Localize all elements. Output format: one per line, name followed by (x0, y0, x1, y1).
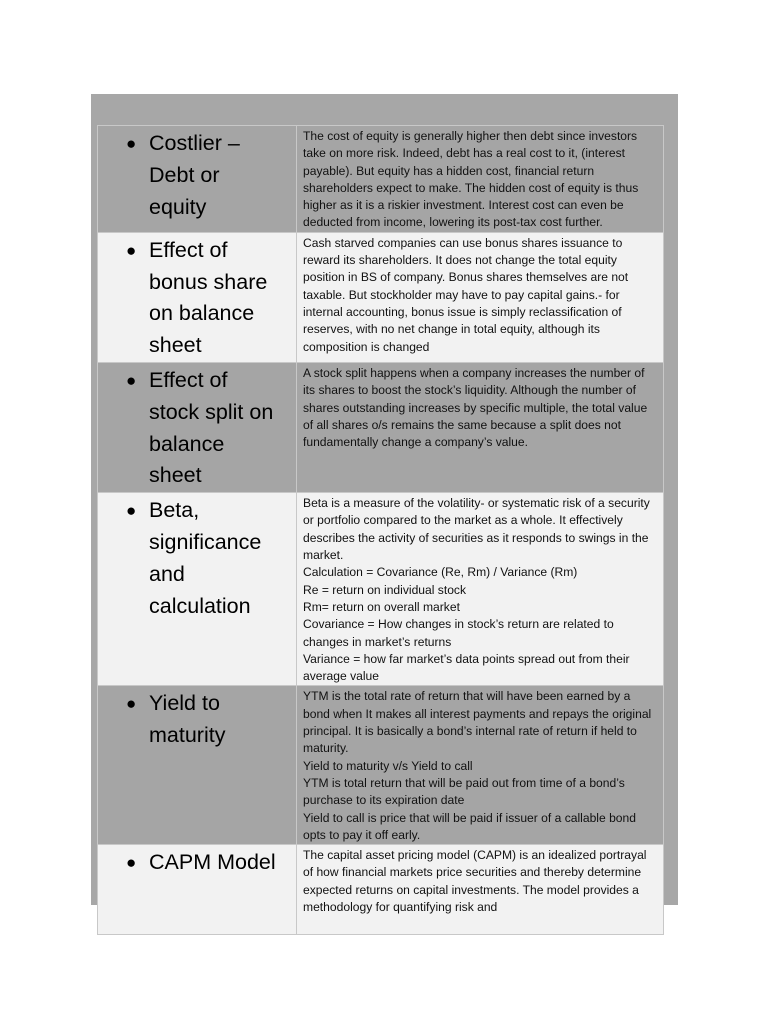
description-text: The capital asset pricing model (CAPM) is an idealized portrayal of how financial markets price securities and thereby determine expected returns on capital investments. The model provides a methodology for quantifying risk and (303, 848, 647, 914)
document-block (91, 94, 678, 914)
bullet-icon: ● (126, 853, 137, 873)
bullet-icon: ● (126, 501, 137, 521)
topic-cell (98, 686, 297, 845)
topic-label: CAPM Model (149, 850, 276, 875)
bullet-icon: ● (126, 134, 137, 153)
topic-cell (98, 362, 297, 492)
topic-label: Yield to maturity (149, 691, 226, 748)
bullet-icon: ● (126, 240, 137, 260)
table-row (98, 362, 664, 492)
description-cell (297, 686, 664, 845)
table-row (98, 493, 664, 686)
description-cell (297, 362, 664, 492)
description-cell (297, 493, 664, 686)
topic-label: Effect of stock split on balance sheet (149, 367, 274, 488)
description-text: A stock split happens when a company increases the number of its shares to boost the stock’s liquidity. Although the number of shares outstanding increases by specific multiple, the total value of all shares o/s remains the same because a split does not fundamentally change a company’s value. (303, 365, 648, 450)
description-text: Beta is a measure of the volatility- or systematic risk of a security or portfolio compared to the market as a whole. It effectively describes the activity of securities as it responds to swings in the market. Calculation = Covariance (Re, Rm) / Variance (Rm) Re = return on individual stock Rm= return on overall market Covariance = How changes in stock’s return are related to changes in market’s returns Variance = how far market’s data points spread out from their average value (303, 496, 650, 684)
description-text: The cost of equity is generally higher then debt since investors take on more risk. Indeed, debt has a real cost to it, (interest payable). But equity has a hidden cost, financial return shareholders expect to make. The hidden cost of equity is thus higher as it is a riskier investment. Interest cost can even be deducted from income, lowering its post-tax cost further. (303, 129, 639, 230)
description-cell (297, 845, 664, 935)
topics-table (97, 125, 664, 935)
description-cell (297, 126, 664, 233)
bullet-icon: ● (126, 370, 137, 390)
table-row (98, 686, 664, 845)
topic-cell (98, 126, 297, 233)
topic-label: Beta, significance and calculation (149, 498, 262, 618)
topic-cell (98, 845, 297, 935)
bullet-icon: ● (126, 694, 137, 714)
table-row (98, 126, 664, 233)
table-row (98, 232, 664, 362)
topic-label: Costlier – Debt or equity (149, 131, 240, 219)
description-text: Cash starved companies can use bonus shares issuance to reward its shareholders. It does not change the total equity position in BS of company. Bonus shares themselves are not taxable. But stockholder may have to pay capital gains.- for internal accounting, bonus issue is simply reclassification of reserves, with no net change in total equity, although its composition is changed (303, 235, 629, 354)
description-cell (297, 232, 664, 362)
topic-cell (98, 493, 297, 686)
topic-label: Effect of bonus share on balance sheet (149, 237, 268, 358)
topic-cell (98, 232, 297, 362)
description-text: YTM is the total rate of return that will have been earned by a bond when It makes all interest payments and repays the original principal. It is basically a bond’s internal rate of return if held to maturity. Yield to maturity v/s Yield to call YTM is total return that will be paid out from time of a bond’s purchase to its expiration date Yield to call is price that will be paid if issuer of a callable bond opts to pay it off early. (303, 689, 652, 842)
table-row (98, 845, 664, 935)
